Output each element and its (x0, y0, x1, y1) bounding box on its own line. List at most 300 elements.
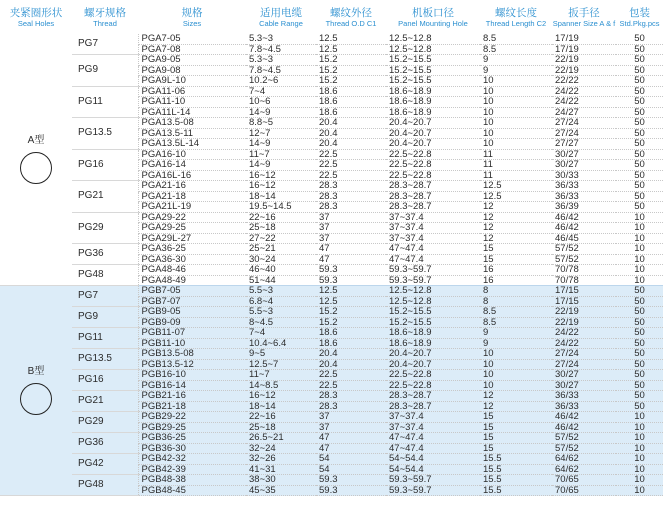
cable-range-cell: 51~44 (246, 275, 316, 286)
package-cell: 10 (616, 233, 663, 244)
thread-od-cell: 37 (316, 233, 386, 244)
spanner-cell: 46/42 (552, 223, 616, 234)
package-cell: 50 (616, 202, 663, 213)
thread-cell: PG16 (72, 149, 138, 181)
panel-hole-cell: 54~54.4 (386, 454, 480, 465)
package-cell: 10 (616, 422, 663, 433)
thread-od-cell: 15.2 (316, 76, 386, 87)
panel-hole-cell: 37~37.4 (386, 233, 480, 244)
table-row (0, 34, 663, 44)
header-package: 包装 Std.Pkg.pcs (619, 6, 660, 28)
package-cell: 50 (616, 34, 663, 44)
package-cell: 50 (616, 128, 663, 139)
thread-cell: PG29 (72, 212, 138, 244)
thread-od-cell: 37 (316, 422, 386, 433)
cable-range-cell: 5.5~3 (246, 307, 316, 318)
cable-range-cell: 8~4.5 (246, 317, 316, 328)
thread-length-cell: 12 (480, 391, 552, 402)
cable-range-cell: 5.3~3 (246, 55, 316, 66)
spanner-cell: 27/24 (552, 118, 616, 129)
panel-hole-cell: 20.4~20.7 (386, 128, 480, 139)
panel-hole-cell: 37~37.4 (386, 412, 480, 423)
thread-od-cell: 28.3 (316, 202, 386, 213)
spanner-cell: 70/78 (552, 275, 616, 286)
package-cell: 10 (616, 454, 663, 465)
package-cell: 50 (616, 76, 663, 87)
panel-hole-cell: 47~47.4 (386, 254, 480, 265)
package-cell: 50 (616, 170, 663, 181)
thread-od-cell: 28.3 (316, 401, 386, 412)
cable-range-cell: 25~21 (246, 244, 316, 255)
spanner-cell: 57/52 (552, 433, 616, 444)
thread-length-cell: 15 (480, 412, 552, 423)
thread-cell: PG36 (72, 244, 138, 265)
cable-range-cell: 7~4 (246, 86, 316, 97)
size-cell: PGA48-46 (138, 265, 246, 276)
package-cell: 50 (616, 149, 663, 160)
panel-hole-cell: 18.6~18.9 (386, 86, 480, 97)
thread-od-cell: 15.2 (316, 307, 386, 318)
spanner-cell: 64/62 (552, 454, 616, 465)
spanner-cell: 17/19 (552, 44, 616, 55)
cable-range-cell: 8.8~5 (246, 118, 316, 129)
spanner-cell: 30/27 (552, 160, 616, 171)
header-seal: 夹紧圈形状 Seal Holes (9, 6, 63, 28)
thread-length-cell: 15 (480, 244, 552, 255)
size-cell: PGA7-05 (138, 34, 246, 44)
thread-length-cell: 10 (480, 370, 552, 381)
header-spanner: 扳手径 Spanner Size A & f (552, 6, 616, 28)
size-cell: PGB42-32 (138, 454, 246, 465)
thread-od-cell: 22.5 (316, 149, 386, 160)
panel-hole-cell: 59.3~59.7 (386, 485, 480, 496)
thread-cell: PG7 (72, 286, 138, 307)
size-cell: PGA36-30 (138, 254, 246, 265)
package-cell: 50 (616, 44, 663, 55)
panel-hole-cell: 22.5~22.8 (386, 149, 480, 160)
spanner-cell: 36/33 (552, 401, 616, 412)
cable-range-cell: 10~6 (246, 97, 316, 108)
thread-length-cell: 11 (480, 149, 552, 160)
table-row (0, 86, 663, 97)
cable-range-cell: 14~9 (246, 160, 316, 171)
panel-hole-cell: 20.4~20.7 (386, 118, 480, 129)
thread-length-cell: 8.5 (480, 307, 552, 318)
table-row (0, 412, 663, 423)
thread-length-cell: 15.5 (480, 475, 552, 486)
panel-hole-cell: 47~47.4 (386, 244, 480, 255)
thread-cell: PG13.5 (72, 118, 138, 150)
size-cell: PGA16L-16 (138, 170, 246, 181)
spanner-cell: 57/52 (552, 244, 616, 255)
thread-od-cell: 54 (316, 464, 386, 475)
spanner-cell: 27/24 (552, 128, 616, 139)
thread-od-cell: 12.5 (316, 44, 386, 55)
size-cell: PGA7-08 (138, 44, 246, 55)
package-cell: 50 (616, 55, 663, 66)
thread-length-cell: 15 (480, 422, 552, 433)
thread-length-cell: 12 (480, 233, 552, 244)
panel-hole-cell: 18.6~18.9 (386, 338, 480, 349)
size-cell: PGB11-07 (138, 328, 246, 339)
panel-hole-cell: 15.2~15.5 (386, 317, 480, 328)
cable-range-cell: 11~7 (246, 370, 316, 381)
package-cell: 50 (616, 65, 663, 76)
thread-cell: PG13.5 (72, 349, 138, 370)
thread-od-cell: 18.6 (316, 107, 386, 118)
cable-range-cell: 7.8~4.5 (246, 44, 316, 55)
cable-range-cell: 10.4~6.4 (246, 338, 316, 349)
package-cell: 50 (616, 338, 663, 349)
package-cell: 50 (616, 139, 663, 150)
panel-hole-cell: 18.6~18.9 (386, 97, 480, 108)
size-cell: PGA13.5-11 (138, 128, 246, 139)
package-cell: 50 (616, 380, 663, 391)
size-cell: PGB7-05 (138, 286, 246, 297)
thread-length-cell: 15 (480, 443, 552, 454)
cable-range-cell: 12.5~7 (246, 359, 316, 370)
cable-range-cell: 41~31 (246, 464, 316, 475)
size-cell: PGA11-10 (138, 97, 246, 108)
thread-od-cell: 28.3 (316, 181, 386, 192)
thread-length-cell: 8.5 (480, 44, 552, 55)
cable-range-cell: 25~18 (246, 223, 316, 234)
seal-type-label: A型 (27, 134, 45, 146)
spanner-cell: 70/78 (552, 265, 616, 276)
size-cell: PGA16-14 (138, 160, 246, 171)
size-cell: PGB7-07 (138, 296, 246, 307)
header-thread-length: 螺纹长度 Thread Length C2 (485, 6, 547, 28)
size-cell: PGB13.5-12 (138, 359, 246, 370)
thread-od-cell: 18.6 (316, 97, 386, 108)
thread-length-cell: 10 (480, 107, 552, 118)
table-row (0, 149, 663, 160)
package-cell: 50 (616, 160, 663, 171)
cable-range-cell: 18~14 (246, 191, 316, 202)
cable-range-cell: 14~9 (246, 139, 316, 150)
size-cell: PGA48-49 (138, 275, 246, 286)
thread-length-cell: 15.5 (480, 454, 552, 465)
cable-range-cell: 10.2~6 (246, 76, 316, 87)
panel-hole-cell: 59.3~59.7 (386, 265, 480, 276)
table-row (0, 391, 663, 402)
package-cell: 50 (616, 97, 663, 108)
thread-length-cell: 10 (480, 76, 552, 87)
thread-od-cell: 59.3 (316, 275, 386, 286)
spanner-cell: 22/19 (552, 65, 616, 76)
spanner-cell: 70/65 (552, 485, 616, 496)
cable-range-cell: 9~5 (246, 349, 316, 360)
header-cable-range: 适用电缆 Cable Range (259, 6, 303, 28)
panel-hole-cell: 28.3~28.7 (386, 401, 480, 412)
spanner-cell: 30/27 (552, 370, 616, 381)
thread-length-cell: 8.5 (480, 34, 552, 44)
thread-od-cell: 22.5 (316, 170, 386, 181)
cable-range-cell: 14~9 (246, 107, 316, 118)
thread-length-cell: 10 (480, 139, 552, 150)
size-cell: PGB29-25 (138, 422, 246, 433)
thread-length-cell: 15.5 (480, 485, 552, 496)
size-cell: PGB36-30 (138, 443, 246, 454)
spanner-cell: 17/19 (552, 34, 616, 44)
spanner-cell: 57/52 (552, 254, 616, 265)
spanner-cell: 46/45 (552, 233, 616, 244)
table-row (0, 118, 663, 129)
panel-hole-cell: 37~37.4 (386, 223, 480, 234)
table-row (0, 370, 663, 381)
thread-length-cell: 10 (480, 86, 552, 97)
package-cell: 10 (616, 212, 663, 223)
thread-od-cell: 20.4 (316, 118, 386, 129)
package-cell: 50 (616, 317, 663, 328)
spanner-cell: 36/33 (552, 181, 616, 192)
size-cell: PGA11L-14 (138, 107, 246, 118)
size-cell: PGA9L-10 (138, 76, 246, 87)
thread-od-cell: 47 (316, 244, 386, 255)
spanner-cell: 24/22 (552, 328, 616, 339)
thread-od-cell: 12.5 (316, 34, 386, 44)
spanner-cell: 17/15 (552, 296, 616, 307)
thread-od-cell: 22.5 (316, 160, 386, 171)
thread-cell: PG11 (72, 328, 138, 349)
panel-hole-cell: 28.3~28.7 (386, 202, 480, 213)
seal-hole-circle-icon (20, 152, 52, 184)
cable-range-cell: 32~24 (246, 443, 316, 454)
spanner-cell: 17/15 (552, 286, 616, 297)
thread-length-cell: 10 (480, 349, 552, 360)
thread-length-cell: 11 (480, 160, 552, 171)
thread-cell: PG29 (72, 412, 138, 433)
panel-hole-cell: 20.4~20.7 (386, 359, 480, 370)
spanner-cell: 22/19 (552, 55, 616, 66)
size-cell: PGB36-25 (138, 433, 246, 444)
thread-length-cell: 15 (480, 433, 552, 444)
cable-range-cell: 12~7 (246, 128, 316, 139)
thread-length-cell: 9 (480, 338, 552, 349)
seal-type-label: B型 (27, 365, 45, 377)
thread-od-cell: 15.2 (316, 55, 386, 66)
thread-length-cell: 12 (480, 212, 552, 223)
spanner-cell: 46/42 (552, 412, 616, 423)
group-a (0, 34, 663, 286)
package-cell: 50 (616, 181, 663, 192)
spanner-cell: 27/24 (552, 359, 616, 370)
spanner-cell: 24/22 (552, 86, 616, 97)
panel-hole-cell: 59.3~59.7 (386, 475, 480, 486)
panel-hole-cell: 15.2~15.5 (386, 55, 480, 66)
thread-od-cell: 59.3 (316, 485, 386, 496)
size-cell: PGA9-08 (138, 65, 246, 76)
panel-hole-cell: 15.2~15.5 (386, 76, 480, 87)
spanner-cell: 30/27 (552, 149, 616, 160)
panel-hole-cell: 22.5~22.8 (386, 370, 480, 381)
cable-range-cell: 38~30 (246, 475, 316, 486)
spanner-cell: 24/27 (552, 107, 616, 118)
thread-length-cell: 12 (480, 202, 552, 213)
size-cell: PGB29-22 (138, 412, 246, 423)
cable-range-cell: 26.5~21 (246, 433, 316, 444)
size-cell: PGB9-09 (138, 317, 246, 328)
table-row (0, 286, 663, 297)
thread-od-cell: 28.3 (316, 391, 386, 402)
thread-length-cell: 10 (480, 359, 552, 370)
thread-od-cell: 59.3 (316, 475, 386, 486)
panel-hole-cell: 22.5~22.8 (386, 160, 480, 171)
size-cell: PGB9-05 (138, 307, 246, 318)
thread-od-cell: 18.6 (316, 328, 386, 339)
cable-range-cell: 22~16 (246, 212, 316, 223)
size-cell: PGB48-38 (138, 475, 246, 486)
thread-length-cell: 12 (480, 401, 552, 412)
panel-hole-cell: 15.2~15.5 (386, 65, 480, 76)
spanner-cell: 22/19 (552, 307, 616, 318)
cable-range-cell: 16~12 (246, 170, 316, 181)
spanner-cell: 30/33 (552, 170, 616, 181)
package-cell: 10 (616, 412, 663, 423)
cable-range-cell: 7.8~4.5 (246, 65, 316, 76)
spanner-cell: 64/62 (552, 464, 616, 475)
thread-length-cell: 16 (480, 265, 552, 276)
size-cell: PGB21-18 (138, 401, 246, 412)
table-row (0, 433, 663, 444)
thread-cell: PG9 (72, 55, 138, 87)
thread-length-cell: 15 (480, 254, 552, 265)
package-cell: 10 (616, 433, 663, 444)
thread-od-cell: 15.2 (316, 65, 386, 76)
cable-range-cell: 25~18 (246, 422, 316, 433)
thread-od-cell: 20.4 (316, 359, 386, 370)
panel-hole-cell: 20.4~20.7 (386, 139, 480, 150)
thread-od-cell: 37 (316, 223, 386, 234)
table-row (0, 307, 663, 318)
panel-hole-cell: 37~37.4 (386, 212, 480, 223)
size-cell: PGA21L-19 (138, 202, 246, 213)
package-cell: 10 (616, 443, 663, 454)
size-cell: PGA13.5-08 (138, 118, 246, 129)
package-cell: 10 (616, 244, 663, 255)
thread-length-cell: 15.5 (480, 464, 552, 475)
thread-od-cell: 12.5 (316, 286, 386, 297)
thread-od-cell: 47 (316, 433, 386, 444)
header-panel-hole: 机板口径 Panel Mounting Hole (398, 6, 468, 28)
thread-length-cell: 12.5 (480, 181, 552, 192)
table-row (0, 244, 663, 255)
cable-range-cell: 11~7 (246, 149, 316, 160)
header-thread: 螺牙规格 Thread (84, 6, 126, 28)
thread-length-cell: 12 (480, 223, 552, 234)
spanner-cell: 57/52 (552, 443, 616, 454)
table-row (0, 454, 663, 465)
thread-od-cell: 18.6 (316, 86, 386, 97)
package-cell: 10 (616, 475, 663, 486)
group-b (0, 286, 663, 496)
size-cell: PGA9-05 (138, 55, 246, 66)
panel-hole-cell: 18.6~18.9 (386, 107, 480, 118)
thread-length-cell: 16 (480, 275, 552, 286)
spanner-cell: 36/33 (552, 391, 616, 402)
thread-od-cell: 37 (316, 412, 386, 423)
thread-cell: PG48 (72, 265, 138, 286)
thread-length-cell: 10 (480, 97, 552, 108)
size-cell: PGB16-14 (138, 380, 246, 391)
size-cell: PGA29L-27 (138, 233, 246, 244)
panel-hole-cell: 12.5~12.8 (386, 44, 480, 55)
cable-range-cell: 27~22 (246, 233, 316, 244)
table-row (0, 212, 663, 223)
size-cell: PGB11-10 (138, 338, 246, 349)
panel-hole-cell: 18.6~18.9 (386, 328, 480, 339)
thread-length-cell: 10 (480, 118, 552, 129)
thread-cell: PG21 (72, 181, 138, 213)
thread-od-cell: 15.2 (316, 317, 386, 328)
spanner-cell: 36/33 (552, 191, 616, 202)
thread-od-cell: 22.5 (316, 370, 386, 381)
cable-range-cell: 30~24 (246, 254, 316, 265)
table-row (0, 55, 663, 66)
thread-cell: PG21 (72, 391, 138, 412)
cable-range-cell: 6.8~4 (246, 296, 316, 307)
spanner-cell: 27/24 (552, 349, 616, 360)
thread-od-cell: 28.3 (316, 191, 386, 202)
panel-hole-cell: 37~37.4 (386, 422, 480, 433)
size-cell: PGA21-18 (138, 191, 246, 202)
cable-range-cell: 5.5~3 (246, 286, 316, 297)
package-cell: 10 (616, 254, 663, 265)
thread-cell: PG16 (72, 370, 138, 391)
panel-hole-cell: 59.3~59.7 (386, 275, 480, 286)
cable-range-cell: 46~40 (246, 265, 316, 276)
spanner-cell: 36/39 (552, 202, 616, 213)
package-cell: 50 (616, 328, 663, 339)
thread-od-cell: 47 (316, 443, 386, 454)
spanner-cell: 46/42 (552, 422, 616, 433)
size-cell: PGB16-10 (138, 370, 246, 381)
cable-range-cell: 14~8.5 (246, 380, 316, 391)
thread-length-cell: 8 (480, 286, 552, 297)
spanner-cell: 46/42 (552, 212, 616, 223)
thread-od-cell: 47 (316, 254, 386, 265)
thread-od-cell: 20.4 (316, 139, 386, 150)
size-cell: PGB13.5-08 (138, 349, 246, 360)
panel-hole-cell: 28.3~28.7 (386, 181, 480, 192)
panel-hole-cell: 12.5~12.8 (386, 296, 480, 307)
size-cell: PGA11-06 (138, 86, 246, 97)
package-cell: 50 (616, 349, 663, 360)
cable-range-cell: 16~12 (246, 391, 316, 402)
cable-range-cell: 7~4 (246, 328, 316, 339)
table-header (0, 0, 663, 34)
package-cell: 10 (616, 223, 663, 234)
thread-length-cell: 11 (480, 170, 552, 181)
package-cell: 10 (616, 265, 663, 276)
thread-od-cell: 59.3 (316, 265, 386, 276)
thread-od-cell: 54 (316, 454, 386, 465)
package-cell: 50 (616, 107, 663, 118)
spanner-cell: 24/22 (552, 338, 616, 349)
cable-range-cell: 19.5~14.5 (246, 202, 316, 213)
thread-cell: PG42 (72, 454, 138, 475)
panel-hole-cell: 22.5~22.8 (386, 170, 480, 181)
package-cell: 50 (616, 401, 663, 412)
spanner-cell: 24/22 (552, 97, 616, 108)
package-cell: 50 (616, 286, 663, 297)
spanner-cell: 30/27 (552, 380, 616, 391)
thread-cell: PG9 (72, 307, 138, 328)
panel-hole-cell: 28.3~28.7 (386, 391, 480, 402)
table-row (0, 349, 663, 360)
panel-hole-cell: 12.5~12.8 (386, 286, 480, 297)
seal-hole-circle-icon (20, 383, 52, 415)
